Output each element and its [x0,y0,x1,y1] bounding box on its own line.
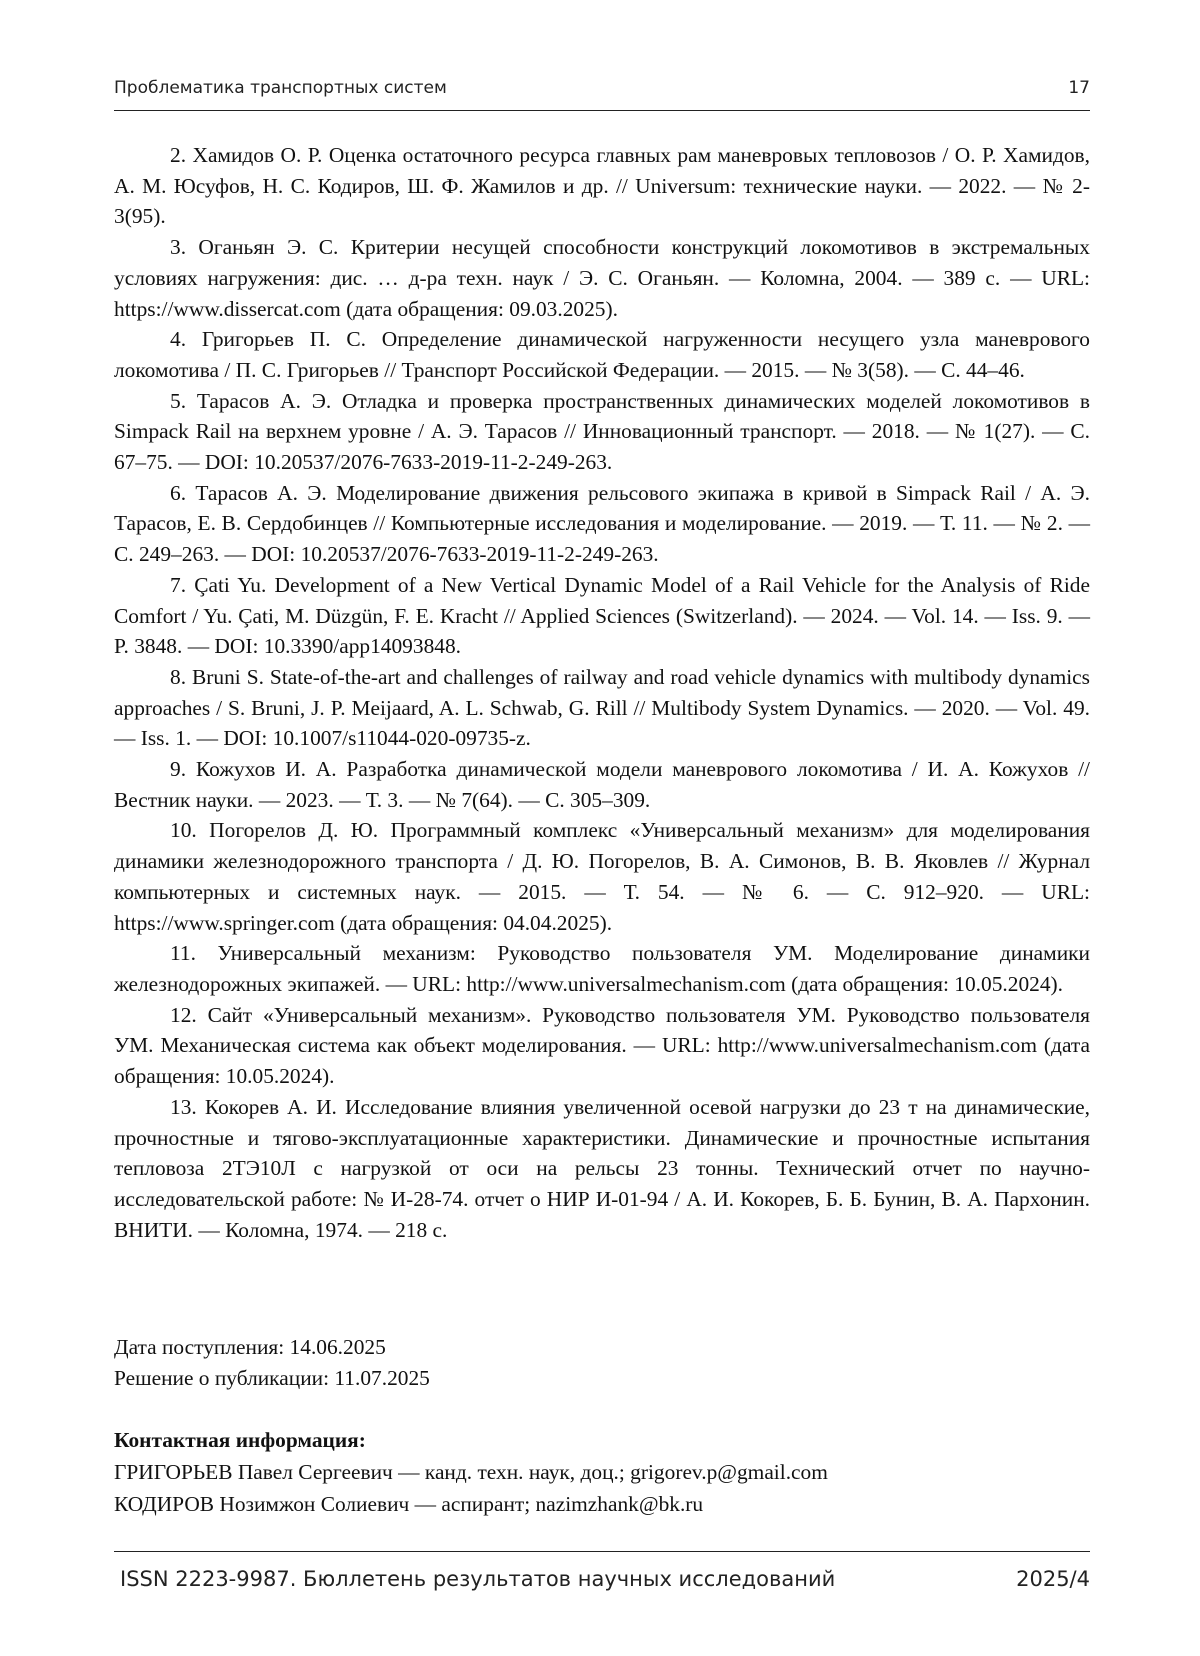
reference-item: 6. Тарасов А. Э. Моделирование движения рельсового экипажа в кривой в Simpack Rail / А. Э. Тарасов, Е. В. Сердобинцев // Компьютерные исследования и моделирование. — 2019. — Т. 11. — № 2. — С. 249–263. — DOI: 10.20537/2076-7633-2019-11-2-249-263. [114,480,1090,567]
reference-item: 13. Кокорев А. И. Исследование влияния увеличенной осевой нагрузки до 23 т на динамические, прочностные и тягово-эксплуатационные характеристики. Динамические и прочностные испытания тепловоза 2ТЭ10Л с нагрузкой от оси на рельсы 23 тонны. Технический отчет по научно-исследовательской работе: № И-28-74. отчет о НИР И-01-94 / А. И. Кокорев, Б. Б. Бунин, В. А. Пархонин. ВНИТИ. — Коломна, 1974. — 218 с. [114,1094,1090,1242]
page-number: 17 [1068,78,1090,98]
journal-issn: ISSN 2223-9987. Бюллетень результатов научных исследований [120,1567,836,1591]
reference-item: 8. Bruni S. State-of-the-art and challenges of railway and road vehicle dynamics with multibody dynamics approaches / S. Bruni, J. P. Meijaard, A. L. Schwab, G. Rill // Multibody System Dynamics. — 2020. — Vol. 49. — Iss. 1. — DOI: 10.1007/s11044-020-09735-z. [114,664,1090,751]
reference-item: 11. Универсальный механизм: Руководство пользователя УМ. Моделирование динамики железнодорожных экипажей. — URL: http://www.universalmechanism.com (дата обращения: 10.05.2024). [114,941,1090,996]
reference-item: 3. Оганьян Э. С. Критерии несущей способности конструкций локомотивов в экстремальных условиях нагружения: дис. … д-ра техн. наук / Э. С. Оганьян. — Коломна, 2004. — 389 с. — URL: https://www.dissercat.com (дата обращения: 09.03.2025). [114,235,1090,321]
footer-rule [114,1551,1090,1552]
reference-item: 5. Тарасов А. Э. Отладка и проверка пространственных динамических моделей локомотивов в Simpack Rail на верхнем уровне / А. Э. Тарасов // Инновационный транспорт. — 2018. — № 1(27). — С. 67–75. — DOI: 10.20537/2076-7633-2019-11-2-249-263. [114,388,1090,475]
page-footer [120,1565,1090,1601]
running-title: Проблематика транспортных систем [114,78,447,98]
running-header [114,74,1090,110]
received-date: Дата поступления: 14.06.2025 [114,1335,386,1359]
issue-number: 2025/4 [1016,1567,1090,1591]
contact-info [114,1424,1090,1520]
contact-person: КОДИРОВ Нозимжон Солиевич — аспирант; nazimzhank@bk.ru [114,1492,704,1516]
header-rule [114,110,1090,111]
reference-item: 10. Погорелов Д. Ю. Программный комплекс «Универсальный механизм» для моделирования динамики железнодорожного транспорта / Д. Ю. Погорелов, В. А. Симонов, В. В. Яковлев // Журнал компьютерных и системных наук. — 2015. — Т. 54. — № 6. — С. 912–920. — URL: https://www.springer.com (дата обращения: 04.04.2025). [114,818,1090,935]
contact-heading: Контактная информация: [114,1428,366,1452]
contact-person: ГРИГОРЬЕВ Павел Сергеевич — канд. техн. наук, доц.; grigorev.p@gmail.com [114,1460,828,1484]
reference-item: 9. Кожухов И. А. Разработка динамической модели маневрового локомотива / И. А. Кожухов // Вестник науки. — 2023. — Т. 3. — № 7(64). — С. 305–309. [114,757,1090,812]
reference-item: 4. Григорьев П. С. Определение динамической нагруженности несущего узла маневрового локомотива / П. С. Григорьев // Транспорт Российской Федерации. — 2015. — № 3(58). — С. 44–46. [114,327,1090,382]
accepted-date: Решение о публикации: 11.07.2025 [114,1365,430,1390]
reference-item: 2. Хамидов О. Р. Оценка остаточного ресурса главных рам маневровых тепловозов / О. Р. Хамидов, А. М. Юсуфов, Н. С. Кодиров, Ш. Ф. Жамилов и др. // Universum: технические науки. — 2022. — № 2-3(95). [114,143,1090,229]
reference-list [114,140,1090,1245]
reference-item: 7. Çati Yu. Development of a New Vertical Dynamic Model of a Rail Vehicle for the Analysis of Ride Comfort / Yu. Çati, M. Düzgün, F. E. Kracht // Applied Sciences (Switzerland). — 2024. — Vol. 14. — Iss. 9. — P. 3848. — DOI: 10.3390/app14093848. [114,572,1090,659]
publication-dates [114,1332,1090,1393]
reference-item: 12. Сайт «Универсальный механизм». Руководство пользователя УМ. Руководство пользователя УМ. Механическая система как объект моделирования. — URL: http://www.universalmechanism.com (дата обращения: 10.05.2024). [114,1002,1090,1089]
